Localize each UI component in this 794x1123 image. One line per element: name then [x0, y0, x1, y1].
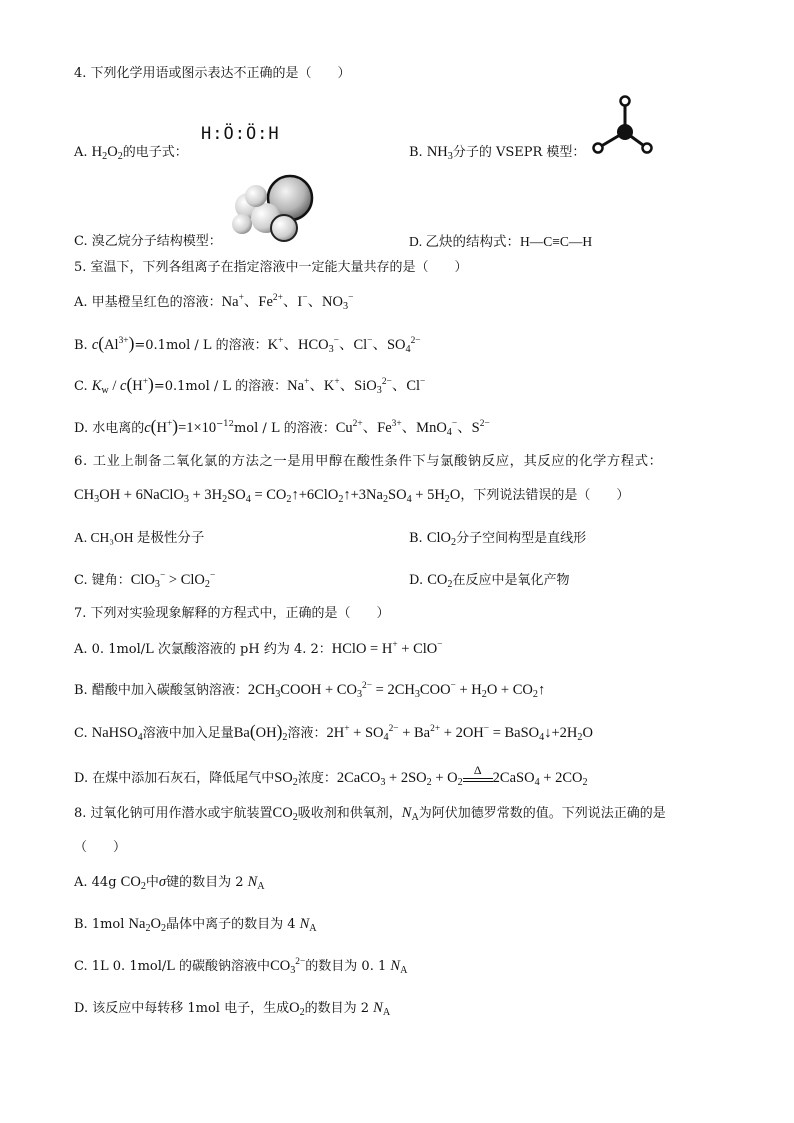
q5-stem: 5. 室温下，下列各组离子在指定溶液中一定能大量共存的是（ ）	[74, 260, 468, 275]
q8-option-a[interactable]: A. 44g $CO_2$中σ键的数目为 2 $N_A$	[74, 874, 265, 892]
q6-equation: $CH_3OH$ + 6NaClO$_3$ + $3H_2SO_4$ = $CO_2↑+6ClO_2↑+3Na_2SO_4 + 5H_2O$，下列说法错误的是（ ）	[74, 487, 630, 505]
q6-option-a[interactable]: A. CH₃OH 是极性分子	[74, 530, 205, 545]
q5-option-c[interactable]: C. $K_w / c(H^+)=0.1mol / L$ 的溶液：Na+、K+、SiO$_3^{2-}$、Cl−	[74, 374, 426, 396]
vsepr-model-icon	[590, 92, 660, 158]
q4-option-c[interactable]: C. 溴乙烷分子结构模型：	[74, 234, 222, 249]
heat-condition: Δ	[463, 776, 493, 782]
q8-option-b[interactable]: B. 1mol $Na_2O_2$晶体中离子的数目为 4 $N_A$	[74, 916, 317, 934]
q7-option-a[interactable]: A. 0. 1mol/L 次氯酸溶液的 pH 约为 4. 2：HClO = H+ + ClO−	[74, 640, 443, 657]
q6-option-d[interactable]: D. $CO_2$在反应中是氧化产物	[409, 572, 570, 590]
q7-stem: 7. 下列对实验现象解释的方程式中，正确的是（ ）	[74, 606, 390, 621]
h2o2-lewis-structure: H:Ö:Ö:H	[201, 124, 280, 144]
q8-option-c[interactable]: C. 1L 0. 1mol/L 的碳酸钠溶液中$CO_3^{2-}$的数目为 0. 1 $N_A$	[74, 957, 408, 976]
q5-option-a[interactable]: A. 甲基橙呈红色的溶液：Na+、$Fe^{2+}$、I−、$NO_3^-$	[74, 293, 354, 312]
q4-option-a[interactable]: A. $H_2O_2$的电子式：	[74, 144, 188, 162]
q5-option-d[interactable]: D. 水电离的$c(H^+)=1\times 10^{-12}mol / L$ 的溶液：$Cu^{2+}$、$Fe^{3+}$、MnO$_4$−、$S^{2-}$	[74, 416, 490, 438]
q7-option-d[interactable]: D. 在煤中添加石灰石，降低尾气中$SO_2$浓度：2CaCO$_3$ + $2SO_2 + O_2$ Δ 2CaSO$_4$ + $2CO_2$	[74, 763, 588, 788]
q6-stem: 6. 工业上制备二氧化氯的方法之一是用甲醇在酸性条件下与氯酸钠反应，其反应的化学方程式：	[74, 454, 663, 469]
q6-option-b[interactable]: B. ClO$_2$分子空间构型是直线形	[409, 530, 587, 548]
q8-option-d[interactable]: D. 该反应中每转移 1mol 电子，生成$O_2$的数目为 2 $N_A$	[74, 1000, 391, 1018]
q5-option-b[interactable]: B. $c(Al^{3+})=0.1mol / L$ 的溶液：K+、$HCO_3^-$、Cl−、$SO_4^{2-}$	[74, 333, 421, 355]
q4-option-b[interactable]: B. $NH_3$分子的 VSEPR 模型：	[409, 144, 586, 162]
q4-option-d[interactable]: D. 乙炔的结构式：H—C≡C—H	[409, 234, 593, 249]
q8-stem: 8. 过氧化钠可用作潜水或宇航装置$CO_2$吸收剂和供氧剂，$N_A$为阿伏加德罗常数的值。下列说法正确的是	[74, 805, 666, 823]
q7-option-b[interactable]: B. 醋酸中加入碳酸氢钠溶液：$2CH_3COOH + CO_3^{2-} = 2CH_3COO^- + H_2O$ + $CO_2↑$	[74, 681, 546, 700]
q4-stem: 4. 下列化学用语或图示表达不正确的是（ ）	[74, 66, 351, 81]
q7-option-c[interactable]: C. NaHSO$_4$溶液中加入足量$Ba(OH)_2$溶液：$2H^+ + SO_4^{2-} + Ba^{2+} + 2OH^-$ = $BaSO_4↓+2H_2O$	[74, 721, 593, 743]
q8-answer-paren: （ ）	[74, 840, 127, 855]
q6-option-c[interactable]: C. 键角：ClO$_3$− > ClO$_2$−	[74, 571, 216, 590]
bromoethane-model-icon	[226, 170, 316, 246]
